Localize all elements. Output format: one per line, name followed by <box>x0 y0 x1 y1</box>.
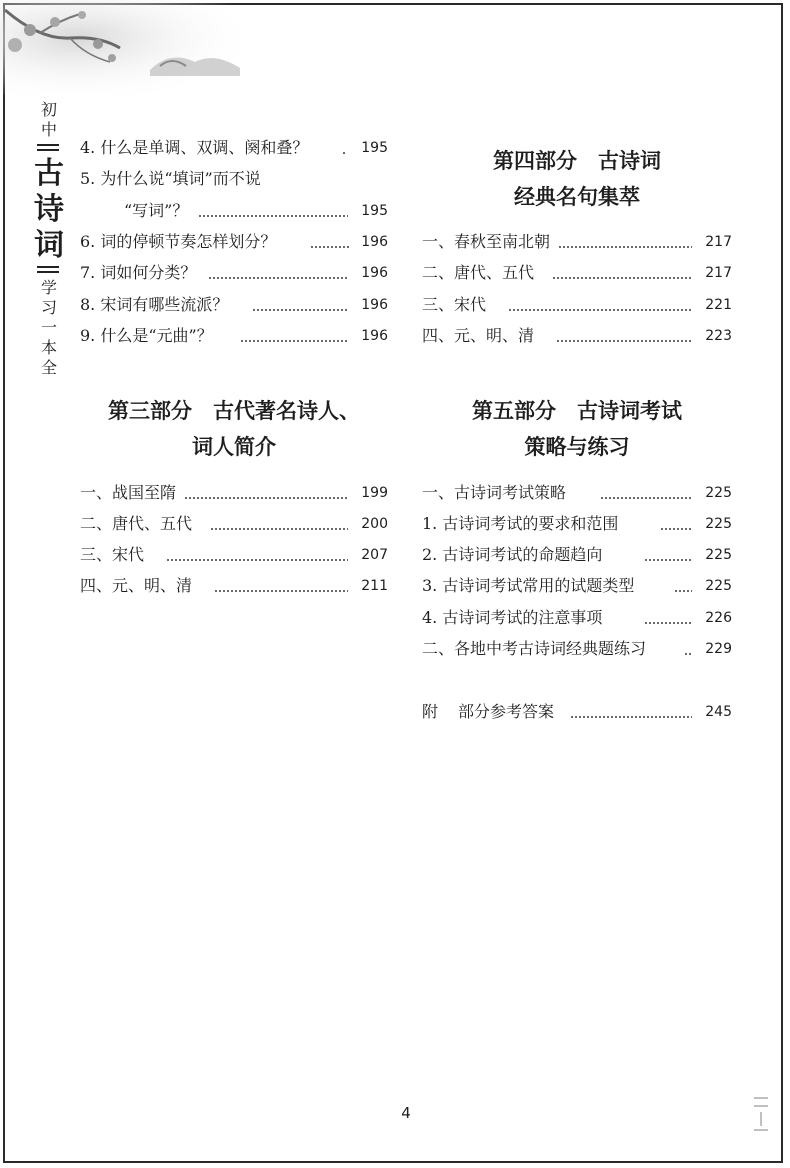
title-bracket-bottom <box>37 266 59 274</box>
toc-entry-text: 一、古诗词考试策略 <box>422 483 567 502</box>
section-heading: 第四部分 古诗词 <box>493 148 661 173</box>
dot-leader <box>508 309 692 311</box>
toc-entry <box>422 572 732 600</box>
toc-entry <box>422 259 732 287</box>
section-heading-line2: 词人简介 <box>192 434 276 459</box>
title-char: 初 <box>40 100 57 119</box>
title-main-char: 词 <box>34 228 64 263</box>
dot-leader <box>674 590 692 592</box>
ink-landscape-decoration <box>0 0 260 95</box>
dot-leader <box>552 277 692 279</box>
title-char: 一 <box>40 318 57 337</box>
section-heading-line2: 经典名句集萃 <box>514 184 640 209</box>
toc-page-number: 217 <box>705 265 732 281</box>
toc-entry <box>422 479 732 507</box>
title-char: 习 <box>40 298 57 317</box>
toc-entry-text: 5. 为什么说“填词”而不说 <box>80 169 261 188</box>
dot-leader <box>684 653 692 655</box>
dot-leader <box>184 497 348 499</box>
toc-entry-appendix <box>422 698 732 726</box>
dot-leader <box>210 528 348 530</box>
toc-entry <box>422 510 732 538</box>
edge-decoration <box>750 1092 774 1136</box>
toc-page-number: 221 <box>705 297 732 313</box>
toc-entry <box>80 259 388 287</box>
toc-page-number: 196 <box>361 328 388 344</box>
toc-page-number: 229 <box>705 641 732 657</box>
toc-page-number: 195 <box>361 140 388 156</box>
toc-entry <box>80 541 388 569</box>
title-char: 全 <box>40 358 57 377</box>
title-main-char: 古 <box>34 156 64 191</box>
toc-entry <box>80 572 388 600</box>
dot-leader <box>600 497 692 499</box>
section-heading: 第五部分 古诗词考试 <box>472 398 682 423</box>
toc-page-number: 225 <box>705 578 732 594</box>
dot-leader <box>644 559 692 561</box>
toc-entry <box>422 635 732 663</box>
title-char: 学 <box>40 278 57 297</box>
dot-leader <box>240 340 348 342</box>
toc-entry <box>422 541 732 569</box>
toc-entry-text: 四、元、明、清 <box>80 576 193 595</box>
dot-leader <box>198 215 348 217</box>
toc-entry <box>422 604 732 632</box>
toc-page-number: 225 <box>705 547 732 563</box>
toc-page-number: 217 <box>705 234 732 250</box>
page-number: 4 <box>401 1104 411 1122</box>
dot-leader <box>644 622 692 624</box>
toc-entry <box>80 165 388 193</box>
dot-leader <box>558 246 692 248</box>
toc-page-number: 223 <box>705 328 732 344</box>
toc-entry-text: 9. 什么是“元曲”？ <box>80 326 213 345</box>
section-heading: 第三部分 古代著名诗人、 <box>108 398 360 423</box>
dot-leader <box>166 559 348 561</box>
toc-entry <box>80 291 388 319</box>
toc-page-number: 196 <box>361 265 388 281</box>
toc-entry <box>422 291 732 319</box>
toc-entry-text: 2. 古诗词考试的命题趋向 <box>422 545 603 564</box>
dot-leader <box>556 340 692 342</box>
toc-entry <box>422 228 732 256</box>
toc-entry <box>80 479 388 507</box>
toc-entry-text: 4. 什么是单调、双调、阕和叠？ <box>80 138 309 157</box>
toc-entry-text: 二、唐代、五代 <box>422 263 535 282</box>
toc-entry-text: 1. 古诗词考试的要求和范围 <box>422 514 619 533</box>
toc-entry-text: 二、唐代、五代 <box>80 514 193 533</box>
dot-leader <box>660 528 692 530</box>
title-char: 本 <box>40 338 57 357</box>
toc-page-number: 199 <box>361 485 388 501</box>
toc-entry-text: 7. 词如何分类？ <box>80 263 197 282</box>
toc-entry-text: 三、宋代 <box>422 295 487 314</box>
dot-leader <box>252 309 348 311</box>
title-bracket-top <box>37 144 59 152</box>
toc-page-number: 226 <box>705 610 732 626</box>
dot-leader <box>570 716 692 718</box>
toc-page-number: 245 <box>705 704 732 720</box>
dot-leader <box>310 246 350 248</box>
dot-leader <box>342 152 346 154</box>
dot-leader <box>214 590 348 592</box>
toc-entry-text: 6. 词的停顿节奏怎样划分？ <box>80 232 277 251</box>
toc-entry <box>80 197 388 225</box>
toc-entry-text: 4. 古诗词考试的注意事项 <box>422 608 603 627</box>
toc-entry-text: 四、元、明、清 <box>422 326 535 345</box>
toc-entry-text: 二、各地中考古诗词经典题练习 <box>422 639 647 658</box>
toc-page-number: 200 <box>361 516 388 532</box>
toc-entry-text: 一、战国至隋 <box>80 483 177 502</box>
toc-entry-text: 部分参考答案 <box>458 702 555 721</box>
dot-leader <box>208 277 348 279</box>
toc-entry-text: 三、宋代 <box>80 545 145 564</box>
vertical-book-title <box>34 100 64 400</box>
toc-entry-text: 一、春秋至南北朝 <box>422 232 551 251</box>
toc-page-number: 225 <box>705 516 732 532</box>
toc-page-number: 207 <box>361 547 388 563</box>
section-heading-line2: 策略与练习 <box>524 434 630 459</box>
toc-entry <box>80 228 388 256</box>
toc-page-number: 196 <box>361 297 388 313</box>
toc-entry <box>422 322 732 350</box>
toc-page-number: 211 <box>361 578 388 594</box>
toc-page-number: 195 <box>361 203 388 219</box>
title-main-char: 诗 <box>34 192 64 227</box>
toc-page-number: 196 <box>361 234 388 250</box>
toc-entry <box>80 134 388 162</box>
title-char: 中 <box>40 120 57 139</box>
toc-entry-text: “写词”？ <box>124 201 189 220</box>
toc-page-number: 225 <box>705 485 732 501</box>
toc-entry <box>80 510 388 538</box>
toc-entry <box>80 322 388 350</box>
appendix-label: 附 <box>422 702 439 721</box>
toc-entry-text: 8. 宋词有哪些流派？ <box>80 295 229 314</box>
toc-entry-text: 3. 古诗词考试常用的试题类型 <box>422 576 635 595</box>
